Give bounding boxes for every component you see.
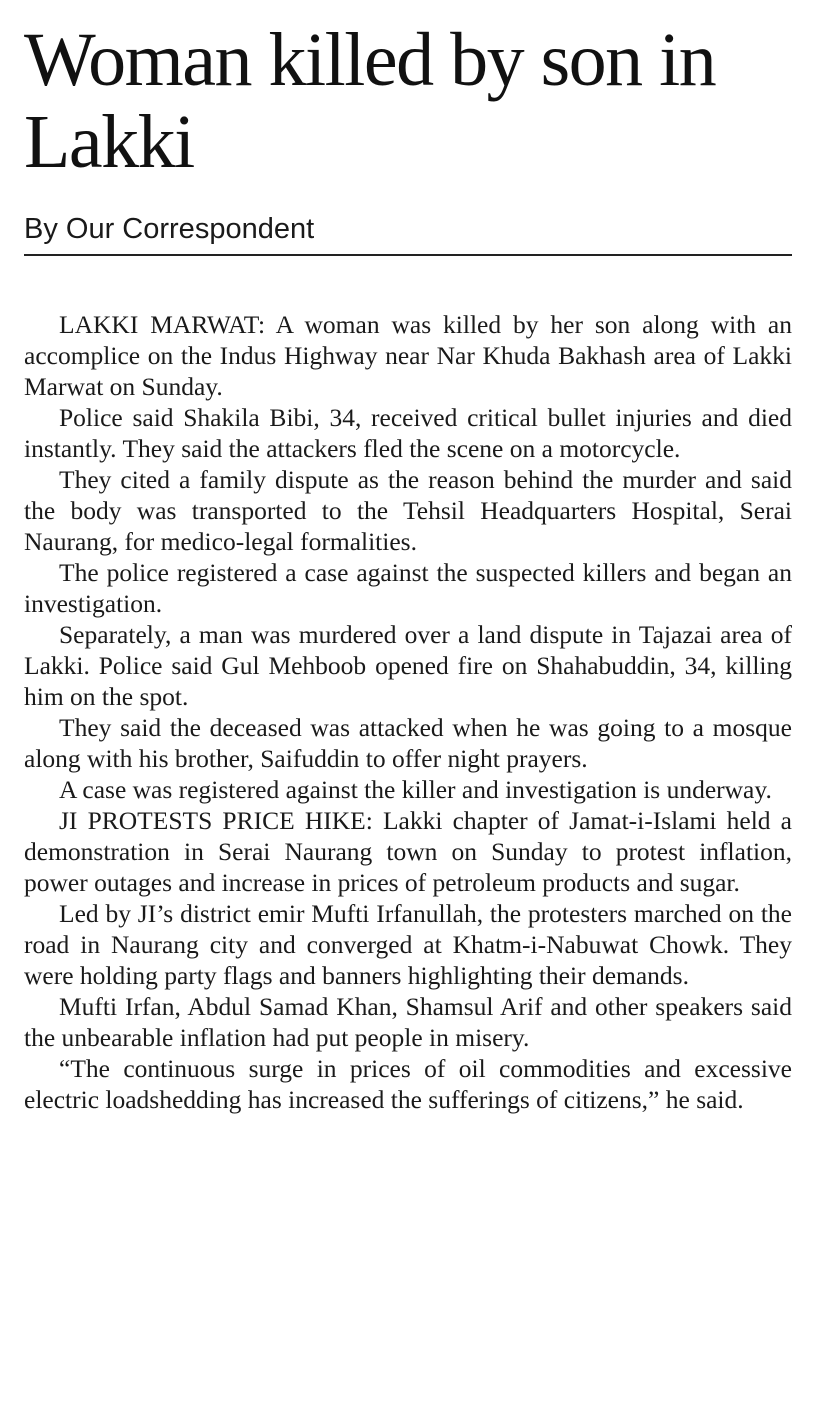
paragraph: Led by JI’s district emir Mufti Irfanullah, the protesters marched on the road in Naurang city and converged at Khatm-i-Nabuwat Chowk. They were holding party flags and banners highlighting their demands.	[24, 899, 792, 990]
byline-divider	[24, 254, 792, 256]
news-article	[24, 0, 792, 1114]
paragraph: “The continuous surge in prices of oil commodities and excessive electric loadshedding has increased the sufferings of citizens,” he said.	[24, 1054, 792, 1114]
paragraph: Separately, a man was murdered over a land dispute in Tajazai area of Lakki. Police said Gul Mehboob opened fire on Shahabuddin, 34, killing him on the spot.	[24, 620, 792, 711]
paragraph: JI PROTESTS PRICE HIKE: Lakki chapter of Jamat-i-Islami held a demonstration in Serai Naurang town on Sunday to protest inflation, power outages and increase in prices of petroleum products and sugar.	[24, 806, 792, 897]
article-body	[24, 309, 792, 1115]
paragraph: The police registered a case against the suspected killers and began an investigation.	[24, 558, 792, 618]
paragraph: LAKKI MARWAT: A woman was killed by her son along with an accomplice on the Indus Highway near Nar Khuda Bakhash area of Lakki Marwat on Sunday.	[24, 310, 792, 401]
paragraph: Mufti Irfan, Abdul Samad Khan, Shamsul Arif and other speakers said the unbearable inflation had put people in misery.	[24, 992, 792, 1052]
paragraph: They said the deceased was attacked when he was going to a mosque along with his brother, Saifuddin to offer night prayers.	[24, 713, 792, 773]
headline: Woman killed by son in Lakki	[24, 18, 716, 184]
paragraph: They cited a family dispute as the reason behind the murder and said the body was transported to the Tehsil Headquarters Hospital, Serai Naurang, for medico-legal formalities.	[24, 465, 792, 556]
byline: By Our Correspondent	[24, 213, 315, 245]
paragraph: A case was registered against the killer and investigation is underway.	[59, 775, 772, 804]
paragraph: Police said Shakila Bibi, 34, received critical bullet injuries and died instantly. They said the attackers fled the scene on a motorcycle.	[24, 403, 792, 463]
